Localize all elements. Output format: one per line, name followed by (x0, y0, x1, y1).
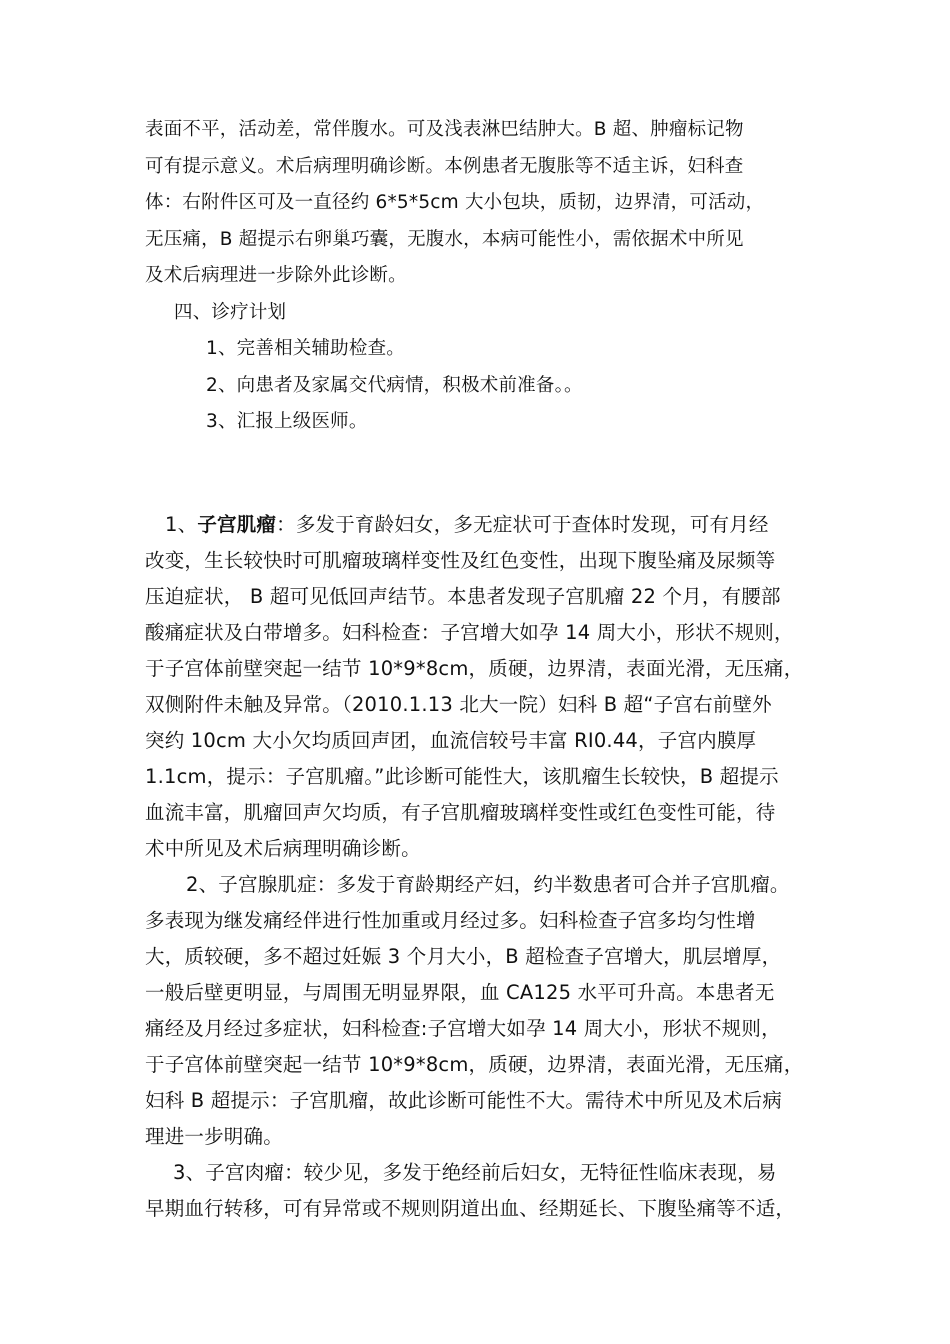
paragraph-line: 多表现为继发痛经伴进行性加重或月经过多。妇科检查子宫多均匀性增 (145, 909, 756, 932)
paragraph-line: 理进一步明确。 (145, 1125, 283, 1148)
paragraph-line: 及术后病理进一步除外此诊断。 (145, 265, 407, 286)
paragraph-line: 突约 10cm 大小欠均质回声团，血流信较号丰富 RI0.44，子宫内膜厚 (145, 729, 757, 752)
paragraph-line: 妇科 B 超提示：子宫肌瘤，故此诊断可能性不大。需待术中所见及术后病 (145, 1089, 783, 1112)
paragraph-line: 于子宫体前壁突起一结节 10*9*8cm，质硬，边界清，表面光滑，无压痛， (145, 1053, 804, 1076)
paragraph-line: 2、子宫腺肌症：多发于育龄期经产妇，约半数患者可合并子宫肌瘤。 (186, 873, 790, 896)
paragraph-line: 1.1cm，提示：子宫肌瘤。”此诊断可能性大，该肌瘤生长较快，B 超提示 (145, 765, 779, 788)
paragraph-line: 一般后壁更明显，与周围无明显界限，血 CA125 水平可升高。本患者无 (145, 981, 775, 1004)
paragraph-line: 3、子宫肉瘤：较少见，多发于绝经前后妇女，无特征性临床表现，易 (173, 1161, 777, 1184)
item1-first-line (165, 513, 769, 537)
paragraph-line: 血流丰富，肌瘤回声欠均质，有子宫肌瘤玻璃样变性或红色变性可能，待 (145, 801, 776, 824)
item1-number: 1、 (165, 513, 198, 536)
item1-first-rest: ：多发于育龄妇女，多无症状可于查体时发现，可有月经 (276, 513, 769, 536)
paragraph-line: 痛经及月经过多症状，妇科检查:子宫增大如孕 14 周大小，形状不规则， (145, 1017, 781, 1040)
paragraph-line: 早期血行转移，可有异常或不规则阴道出血、经期延长、下腹坠痛等不适， (145, 1197, 796, 1220)
paragraph-line: 改变，生长较快时可肌瘤玻璃样变性及红色变性，出现下腹坠痛及尿频等 (145, 549, 776, 572)
paragraph-line: 双侧附件未触及异常。（2010.1.13 北大一院）妇科 B 超“子宫右前壁外 (145, 693, 772, 716)
paragraph-line: 体：右附件区可及一直径约 6*5*5cm 大小包块，质韧，边界清，可活动， (145, 192, 765, 213)
item1-term: 子宫肌瘤 (197, 513, 277, 536)
paragraph-line: 大，质较硬，多不超过妊娠 3 个月大小，B 超检查子宫增大，肌层增厚， (145, 945, 782, 968)
plan-item: 2、向患者及家属交代病情，积极术前准备。。 (206, 375, 583, 396)
plan-item: 1、完善相关辅助检查。 (206, 338, 405, 359)
plan-item: 3、汇报上级医师。 (206, 411, 368, 432)
paragraph-line: 术中所见及术后病理明确诊断。 (145, 837, 421, 860)
paragraph-line: 压迫症状， B 超可见低回声结节。本患者发现子宫肌瘤 22 个月，有腰部 (145, 585, 781, 608)
paragraph-line: 于子宫体前壁突起一结节 10*9*8cm，质硬，边界清，表面光滑，无压痛， (145, 657, 804, 680)
paragraph-line: 表面不平，活动差，常伴腹水。可及浅表淋巴结肿大。B 超、肿瘤标记物 (145, 119, 744, 140)
plan-heading: 四、诊疗计划 (174, 302, 287, 323)
paragraph-line: 酸痛症状及白带增多。妇科检查：子宫增大如孕 14 周大小，形状不规则， (145, 621, 794, 644)
paragraph-line: 无压痛，B 超提示右卵巢巧囊，无腹水，本病可能性小，需依据术中所见 (145, 229, 744, 250)
paragraph-line: 可有提示意义。术后病理明确诊断。本例患者无腹胀等不适主诉，妇科查 (145, 156, 744, 177)
